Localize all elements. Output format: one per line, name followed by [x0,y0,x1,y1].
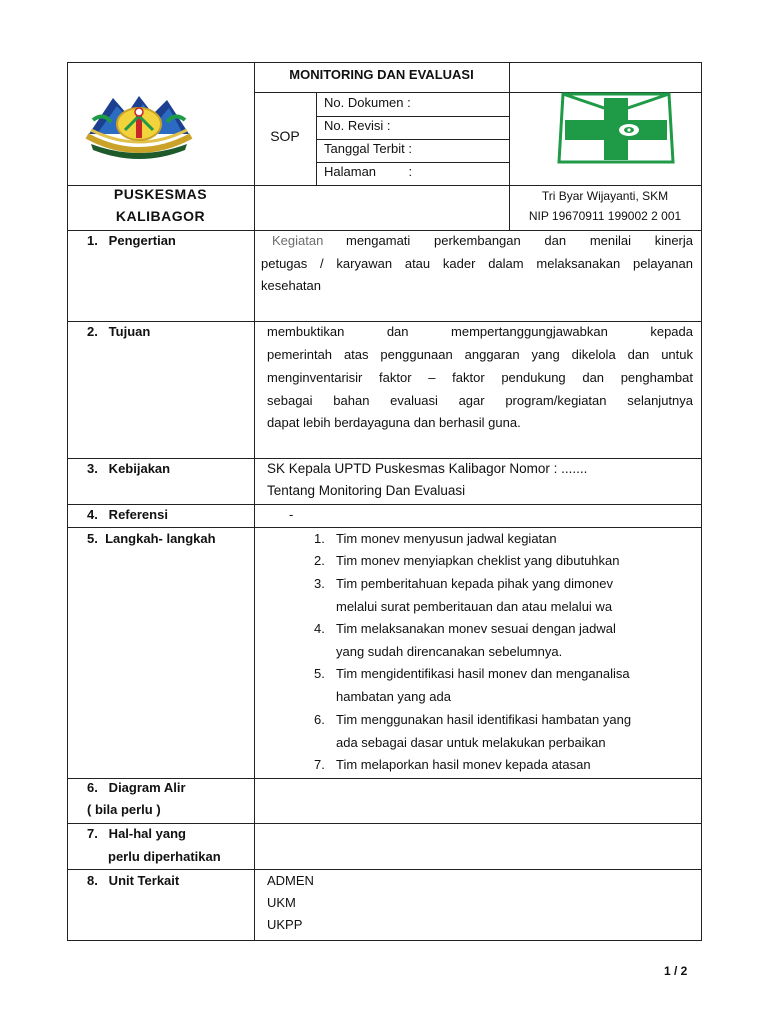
tujuan-line: membuktikan dan mempertanggungjawabkan kepada [267,324,693,339]
sop-label: SOP [270,128,300,144]
kebijakan-line: SK Kepala UPTD Puskesmas Kalibagor Nomor : ....... [267,461,588,476]
step-text: Tim mengidentifikasi hasil monev dan menganalisa [336,666,630,681]
step-text: Tim monev menyiapkan cheklist yang dibutuhkan [336,553,620,568]
section-sublabel-hal: perlu diperhatikan [108,849,221,864]
step-number: 2. [314,553,325,568]
step-text: Tim melaporkan hasil monev kepada atasan [336,757,591,772]
page-field: Halaman : [324,164,413,179]
section-label-referensi: 4. Referensi [87,507,168,522]
pengertian-line: mengamati perkembangan dan menilai kinerja [346,233,693,248]
step-text: hambatan yang ada [336,689,451,704]
pengertian-first-word: Kegiatan [272,233,324,248]
section-label-diagram: 6. Diagram Alir [87,780,186,795]
step-text: ada sebagai dasar untuk melakukan perbaikan [336,735,606,750]
tujuan-line: sebagai bahan evaluasi agar program/kegiatan selanjutnya [267,393,693,408]
page-number: 1 / 2 [664,964,688,978]
step-text: yang sudah direncanakan sebelumnya. [336,644,563,659]
section-label-tujuan: 2. Tujuan [87,324,151,339]
unit-item: UKM [267,895,296,910]
unit-item: ADMEN [267,873,314,888]
puskesmas-cross-logo [557,92,675,166]
section-label-langkah: 5. Langkah- langkah [87,531,216,546]
step-number: 4. [314,621,325,636]
unit-item: UKPP [267,917,303,932]
section-sublabel-diagram: ( bila perlu ) [87,802,161,817]
signer-nip: NIP 19670911 199002 2 001 [528,209,682,223]
section-label-hal: 7. Hal-hal yang [87,826,186,841]
referensi-value: - [289,507,294,522]
section-label-kebijakan: 3. Kebijakan [87,461,171,476]
kebijakan-line: Tentang Monitoring Dan Evaluasi [267,483,466,498]
revision-field: No. Revisi : [324,118,391,133]
step-number: 1. [314,531,325,546]
pengertian-line: petugas / karyawan atau kader dalam melaksanakan pelayanan [261,256,693,271]
org-name-line1: PUSKESMAS [113,186,208,202]
step-text: melalui surat pemberitauan dan atau melalui wa [336,599,613,614]
step-text: Tim melaksanakan monev sesuai dengan jadwal [336,621,616,636]
signer-name: Tri Byar Wijayanti, SKM [541,189,669,203]
step-text: Tim monev menyusun jadwal kegiatan [336,531,557,546]
section-label-pengertian: 1. Pengertian [87,233,176,248]
tujuan-line: dapat lebih berdayaguna dan berhasil guna. [267,415,521,430]
pengertian-line: kesehatan [261,278,321,293]
step-number: 5. [314,666,325,681]
step-text: Tim pemberitahuan kepada pihak yang dimonev [336,576,614,591]
step-number: 6. [314,712,325,727]
step-text: Tim menggunakan hasil identifikasi hambatan yang [336,712,632,727]
tujuan-line: pemerintah atas penggunaan anggaran yang dikelola dan untuk [267,347,693,362]
document-title: MONITORING DAN EVALUASI [289,67,474,82]
step-number: 3. [314,576,325,591]
org-name-line2: KALIBAGOR [115,208,206,224]
step-number: 7. [314,757,325,772]
doc-number-field: No. Dokumen : [324,95,411,110]
regency-emblem-icon [83,90,195,160]
tujuan-line: menginventarisir faktor – faktor pendukung dan penghambat [267,370,693,385]
section-label-unit: 8. Unit Terkait [87,873,180,888]
issue-date-field: Tanggal Terbit : [324,141,412,156]
